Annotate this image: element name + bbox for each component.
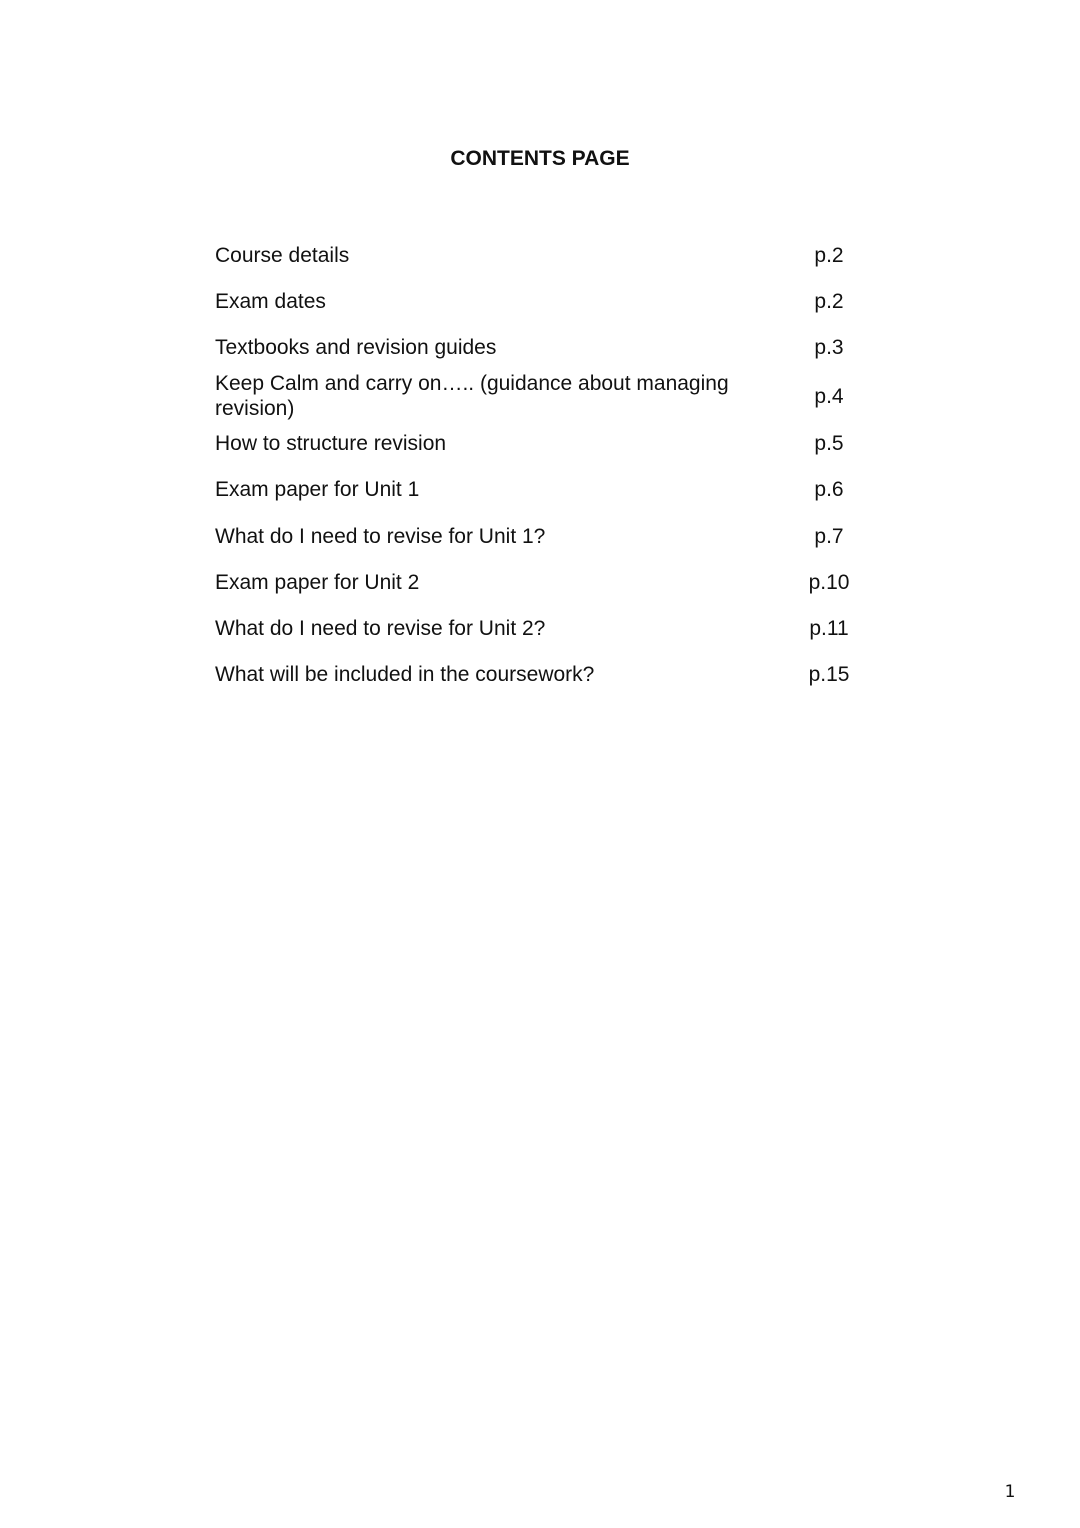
toc-entry xyxy=(215,371,865,421)
toc-entry-page: p.10 xyxy=(808,571,850,594)
toc-entry xyxy=(215,431,865,456)
page-number: 1 xyxy=(1004,1482,1016,1502)
toc-entry-page: p.2 xyxy=(814,244,844,267)
toc-entry-label: Exam paper for Unit 1 xyxy=(215,478,420,501)
toc-entry xyxy=(215,524,865,549)
toc-entry xyxy=(215,335,865,360)
page-title: CONTENTS PAGE xyxy=(450,147,630,170)
toc-entry-page: p.6 xyxy=(814,478,844,501)
toc-entry-label: Textbooks and revision guides xyxy=(215,336,497,359)
toc-entry xyxy=(215,243,865,268)
toc-entry-label: What do I need to revise for Unit 1? xyxy=(215,525,546,548)
toc-entry-label: Course details xyxy=(215,244,350,267)
toc-entry-page: p.2 xyxy=(814,290,844,313)
toc-entry-page: p.11 xyxy=(809,617,849,640)
toc-entry-page: p.5 xyxy=(814,432,844,455)
toc-entry-label: Exam paper for Unit 2 xyxy=(215,571,420,594)
toc-entry-page: p.3 xyxy=(814,336,844,359)
toc-entry-label: Exam dates xyxy=(215,290,326,313)
toc-entry xyxy=(215,289,865,314)
toc-entry-label: Keep Calm and carry on….. (guidance about managing revision) xyxy=(215,372,729,420)
toc-entry xyxy=(215,477,865,502)
toc-entry-page: p.4 xyxy=(814,384,844,408)
toc-entry-page: p.7 xyxy=(814,525,844,548)
toc-entry-label: What will be included in the coursework? xyxy=(215,663,595,686)
toc-entry-label: What do I need to revise for Unit 2? xyxy=(215,617,546,640)
toc-entry xyxy=(215,616,865,641)
toc-entry-label: How to structure revision xyxy=(215,432,447,455)
toc-entry-page: p.15 xyxy=(808,663,850,686)
toc-entry xyxy=(215,570,865,595)
toc-entry xyxy=(215,662,865,687)
